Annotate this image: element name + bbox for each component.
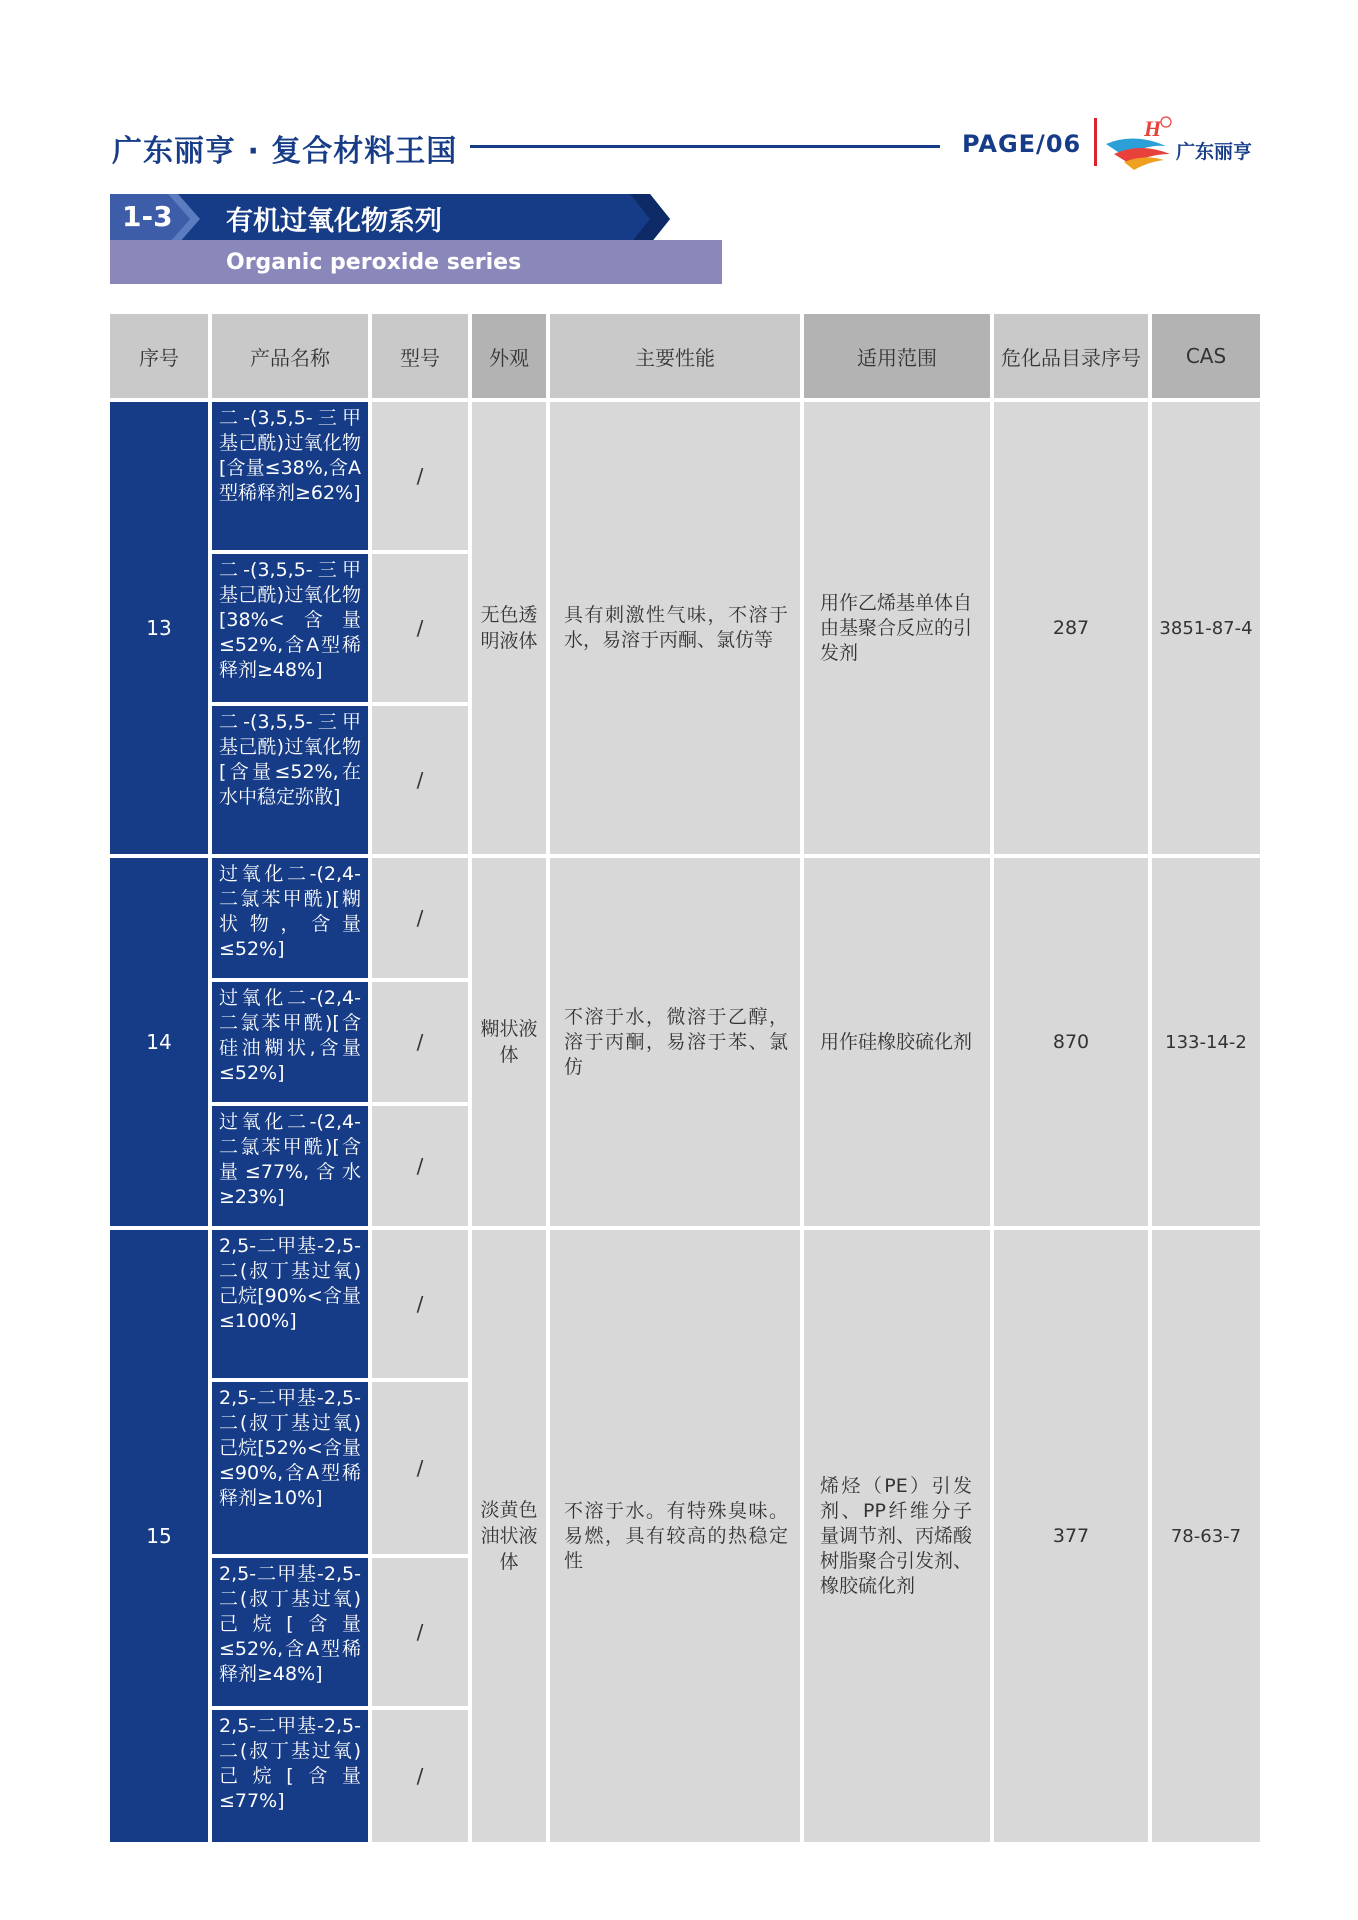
col-header-scope: 适用范围 [804, 314, 990, 398]
appearance-cell: 无色透明液体 [472, 402, 546, 854]
cas-cell: 78-63-7 [1152, 1230, 1260, 1842]
cas-cell: 133-14-2 [1152, 858, 1260, 1226]
scope-cell: 用作乙烯基单体自由基聚合反应的引发剂 [804, 402, 990, 854]
logo-text: 广东丽亨 [1176, 141, 1253, 163]
catalog-no-cell: 870 [994, 858, 1148, 1226]
col-header-name: 产品名称 [212, 314, 368, 398]
page-divider [1094, 118, 1097, 166]
product-name-cell: 二-(3,5,5-三甲基己酰)过氧化物[含量≤52%,在水中稳定弥散] [212, 706, 368, 854]
page-number: PAGE/06 [962, 130, 1082, 158]
appearance-cell: 淡黄色油状液体 [472, 1230, 546, 1842]
table-row [110, 402, 1260, 550]
cas-cell: 3851-87-4 [1152, 402, 1260, 854]
catalog-no-cell: 287 [994, 402, 1148, 854]
section-number: 1-3 [122, 200, 173, 233]
model-cell: / [372, 1558, 468, 1706]
product-name-cell: 二-(3,5,5-三甲基己酰)过氧化物[含量≤38%,含A型稀释剂≥62%] [212, 402, 368, 550]
product-name-cell: 过氧化二-(2,4-二氯苯甲酰)[糊状物，含量≤52%] [212, 858, 368, 978]
model-cell: / [372, 982, 468, 1102]
section-title: 有机过氧化物系列 [226, 206, 442, 237]
product-name-cell: 2,5-二甲基-2,5-二(叔丁基过氧)己烷[含量≤77%] [212, 1710, 368, 1842]
brand-title: 广东丽亨 · 复合材料王国 [112, 134, 458, 169]
properties-cell: 具有刺激性气味，不溶于水，易溶于丙酮、氯仿等 [550, 402, 800, 854]
scope-cell: 用作硅橡胶硫化剂 [804, 858, 990, 1226]
scope-cell: 烯烃（PE）引发剂、PP纤维分子量调节剂、丙烯酸树脂聚合引发剂、橡胶硫化剂 [804, 1230, 990, 1842]
svg-text:H: H [1144, 116, 1162, 141]
properties-cell: 不溶于水。有特殊臭味。易燃，具有较高的热稳定性 [550, 1230, 800, 1842]
properties-cell: 不溶于水，微溶于乙醇，溶于丙酮，易溶于苯、氯仿 [550, 858, 800, 1226]
col-header-cas: CAS [1152, 314, 1260, 398]
col-header-properties: 主要性能 [550, 314, 800, 398]
table-row [110, 858, 1260, 978]
header-rule [470, 145, 940, 148]
model-cell: / [372, 554, 468, 702]
product-name-cell: 2,5-二甲基-2,5-二(叔丁基过氧)己烷[52%<含量≤90%,含A型稀释剂≥10%] [212, 1382, 368, 1554]
model-cell: / [372, 1106, 468, 1226]
model-cell: / [372, 1230, 468, 1378]
model-cell: / [372, 858, 468, 978]
product-name-cell: 二-(3,5,5-三甲基己酰)过氧化物[38%<含量≤52%,含A型稀释剂≥48%] [212, 554, 368, 702]
product-name-cell: 2,5-二甲基-2,5-二(叔丁基过氧)己烷[90%<含量≤100%] [212, 1230, 368, 1378]
model-cell: / [372, 1710, 468, 1842]
table-header-row [110, 314, 1260, 398]
product-name-cell: 2,5-二甲基-2,5-二(叔丁基过氧)己烷[含量≤52%,含A型稀释剂≥48%] [212, 1558, 368, 1706]
col-header-model: 型号 [372, 314, 468, 398]
catalog-no-cell: 377 [994, 1230, 1148, 1842]
table-row [110, 1230, 1260, 1378]
seq-cell: 15 [110, 1230, 208, 1842]
col-header-seq: 序号 [110, 314, 208, 398]
col-header-appearance: 外观 [472, 314, 546, 398]
product-name-cell: 过氧化二-(2,4-二氯苯甲酰)[含量≤77%,含水≥23%] [212, 1106, 368, 1226]
appearance-cell: 糊状液体 [472, 858, 546, 1226]
product-name-cell: 过氧化二-(2,4-二氯苯甲酰)[含硅油糊状,含量≤52%] [212, 982, 368, 1102]
seq-cell: 14 [110, 858, 208, 1226]
section-subtitle: Organic peroxide series [226, 250, 522, 275]
model-cell: / [372, 402, 468, 550]
seq-cell: 13 [110, 402, 208, 854]
model-cell: / [372, 706, 468, 854]
product-table-wrapper [110, 310, 1260, 1846]
col-header-catalog-no: 危化品目录序号 [994, 314, 1148, 398]
model-cell: / [372, 1382, 468, 1554]
product-table [106, 310, 1264, 1846]
